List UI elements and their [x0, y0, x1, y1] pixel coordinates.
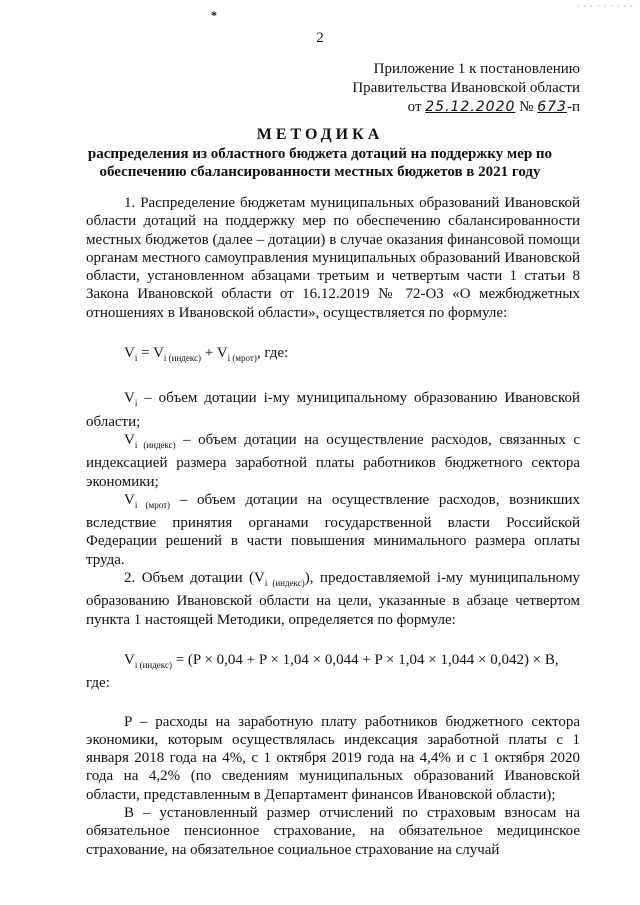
- document-body: [86, 194, 580, 859]
- appendix-date-line: [352, 98, 580, 117]
- formula-1: $V_i = V_{i (индекс)} + V_{i (мрот)}$, где:: [124, 345, 289, 364]
- formula-2: $V_{i (индекс)} = (P \times 0,04 + P \times 1,04 \times 0,044 + P \times 1,04 \times 1,044 \times 0,042) \times B$,: [124, 651, 559, 670]
- top-mark: *: [211, 8, 217, 22]
- page-number: 2: [316, 30, 324, 46]
- formula-2-where: где:: [86, 675, 110, 692]
- handwritten-number: 673: [537, 99, 567, 115]
- number-prefix: №: [519, 99, 534, 115]
- appendix-header: [352, 60, 580, 117]
- definition-vi: $V_i$ – объем дотации i-му муниципальному образованию Ивановской области;: [86, 390, 580, 430]
- scan-artifact: · · · · · · · · ·: [577, 2, 634, 11]
- appendix-line2: Правительства Ивановской области: [352, 80, 580, 96]
- definition-vi-index: $V_{i (индекс)}$ – объем дотации на осуществление расходов, связанных с индексацией размера заработной платы работников бюджетного сектора экономики;: [86, 431, 580, 490]
- date-prefix: от: [407, 99, 422, 115]
- paragraph-b-definition: B – установленный размер отчислений по страховым взносам на обязательное пенсионное страхование, на обязательное медицинское страхование, на обязательное социальное страхование на случай: [86, 805, 580, 858]
- appendix-line1: Приложение 1 к постановлению: [373, 61, 580, 77]
- number-suffix: -п: [566, 99, 580, 115]
- paragraph-1: 1. Распределение бюджетам муниципальных образований Ивановской области дотаций на поддержку мер по обеспечению сбалансированности местных бюджетов (далее – дотации) в случае оказания финансовой помощи органам местного самоуправления муниципальных образований Ивановской области, установленном абзацами третьим и четвертым части 1 статьи 8 Закона Ивановской области от 16.12.2019 № 72-ОЗ «О межбюджетных отношениях в Ивановской области», осуществляется по формуле:: [86, 195, 580, 321]
- handwritten-date: 25.12.2020: [425, 99, 516, 115]
- document-subtitle: распределения из областного бюджета дотаций на поддержку мер по обеспечению сбалансированности местных бюджетов в 2021 году: [87, 146, 553, 180]
- definition-vi-mrot: $V_{i (мрот)}$ – объем дотации на осуществление расходов, возникших вследствие принятия органами государственной власти Российской Федерации решений в части повышения минимального размера оплаты труда.: [86, 491, 580, 568]
- paragraph-2: 2. Объем дотации $(V_{i (индекс)})$, предоставляемой i-му муниципальному образованию Ивановской области на цели, указанные в абзаце четвертом пункта 1 настоящей Методики, определяется по формуле:: [86, 570, 580, 628]
- paragraph-p-definition: P – расходы на заработную плату работников бюджетного сектора экономики, которым осуществлялась индексация заработной платы с 1 января 2018 года на 4%, с 1 октября 2019 года на 4,4% и с 1 октября 2020 года на 4,2% (по сведениям муниципальных образований Ивановской области, представленным в Департамент финансов Ивановской области);: [86, 713, 580, 803]
- document-title: МЕТОДИКА: [256, 126, 384, 143]
